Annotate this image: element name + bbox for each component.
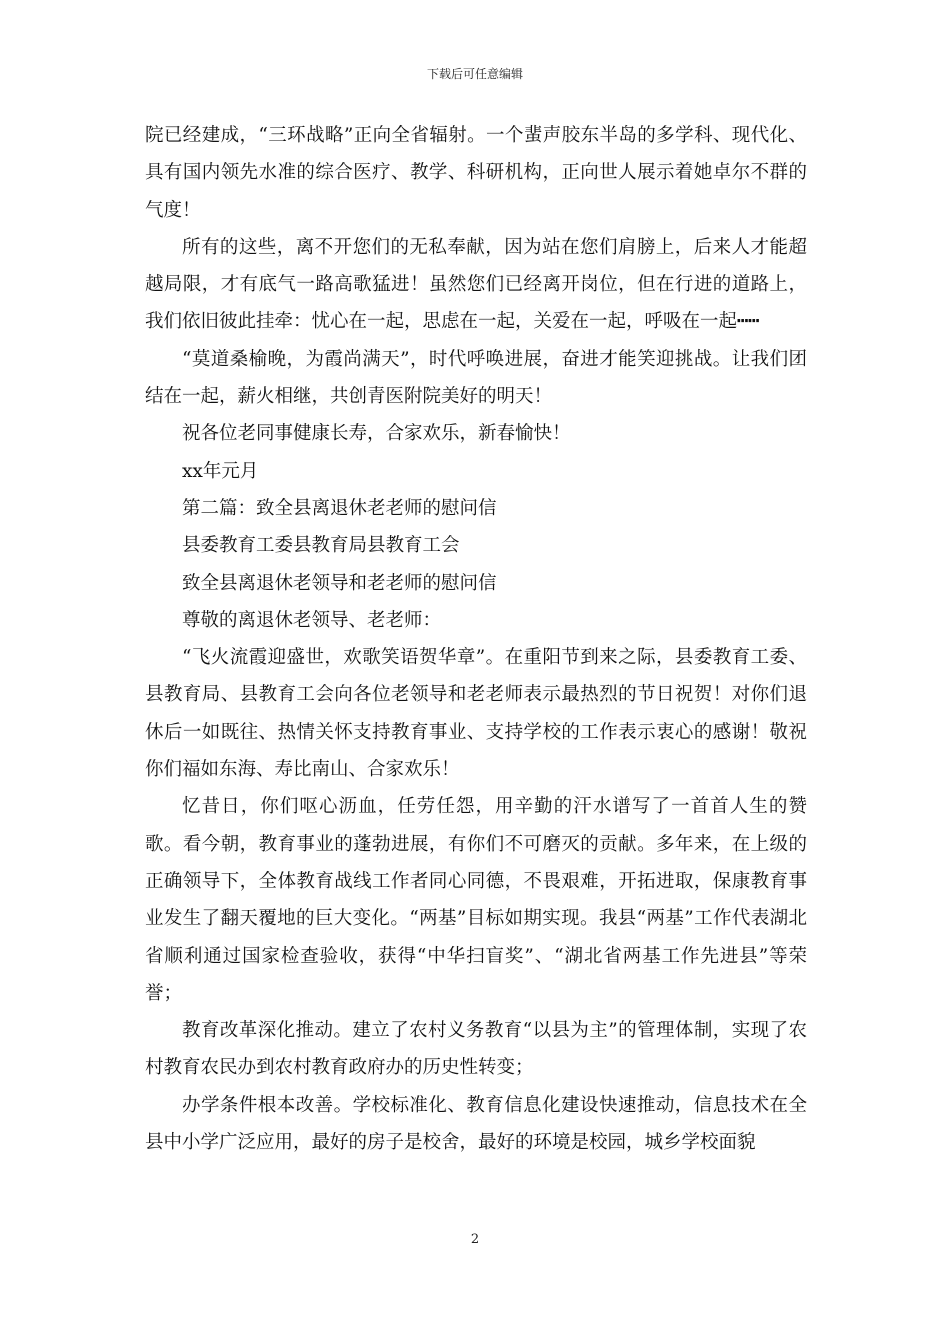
paragraph: 所有的这些，离不开您们的无私奉献，因为站在您们肩膀上，后来人才能超越局限，才有底气一路高歌猛进！虽然您们已经离开岗位，但在行进的道路上，我们依旧彼此挂牵：忧心在一起，思虑在一起，关爱在一起，呼吸在一起┅┅: [145, 236, 807, 333]
document-body: [145, 117, 807, 1161]
letter-title: 致全县离退休老领导和老老师的慰问信: [182, 572, 497, 594]
paragraph: 办学条件根本改善。学校标准化、教育信息化建设快速推动，信息技术在全县中小学广泛应用，最好的房子是校舍，最好的环境是校园，城乡学校面貌: [145, 1094, 807, 1154]
paragraph: 院已经建成，“三环战略”正向全省辐射。一个蜚声胶东半岛的多学科、现代化、具有国内领先水准的综合医疗、教学、科研机构，正向世人展示着她卓尔不群的气度！: [145, 125, 807, 221]
page-header: 下载后可任意编辑: [426, 67, 523, 81]
paragraph: 祝各位老同事健康长寿，合家欢乐，新春愉快！: [182, 423, 571, 445]
salutation: 尊敬的离退休老领导、老老师：: [182, 609, 442, 631]
page-number: 2: [470, 1232, 480, 1247]
paragraph: 教育改革深化推动。建立了农村义务教育“以县为主”的管理体制，实现了农村教育农民办到农村教育政府办的历史性转变；: [145, 1020, 807, 1079]
paragraph: “飞火流霞迎盛世，欢歌笑语贺华章”。在重阳节到来之际，县委教育工委、县教育局、县教育工会向各位老领导和老老师表示最热烈的节日祝贺！对你们退休后一如既往、热情关怀支持教育事业、支持学校的工作表示衷心的感谢！敬祝你们福如东海、寿比南山、合家欢乐！: [145, 647, 807, 781]
issuer-line: 县委教育工委县教育局县教育工会: [182, 535, 460, 557]
section-title: 第二篇：致全县离退休老老师的慰问信: [182, 497, 497, 519]
paragraph: “莫道桑榆晚，为霞尚满天”，时代呼唤进展，奋进才能笑迎挑战。让我们团结在一起，薪火相继，共创青医附院美好的明天！: [145, 348, 807, 408]
paragraph: 忆昔日，你们呕心沥血，任劳任怨，用辛勤的汗水谱写了一首首人生的赞歌。看今朝，教育事业的蓬勃进展，有你们不可磨灭的贡献。多年来，在上级的正确领导下，全体教育战线工作者同心同德，不畏艰难，开拓进取，保康教育事业发生了翻天覆地的巨大变化。“两基”目标如期实现。我县“两基”工作代表湖北省顺利通过国家检查验收，获得“中华扫盲奖”、“湖北省两基工作先进县”等荣誉；: [145, 796, 807, 1004]
date-line: xx年元月: [182, 460, 259, 482]
